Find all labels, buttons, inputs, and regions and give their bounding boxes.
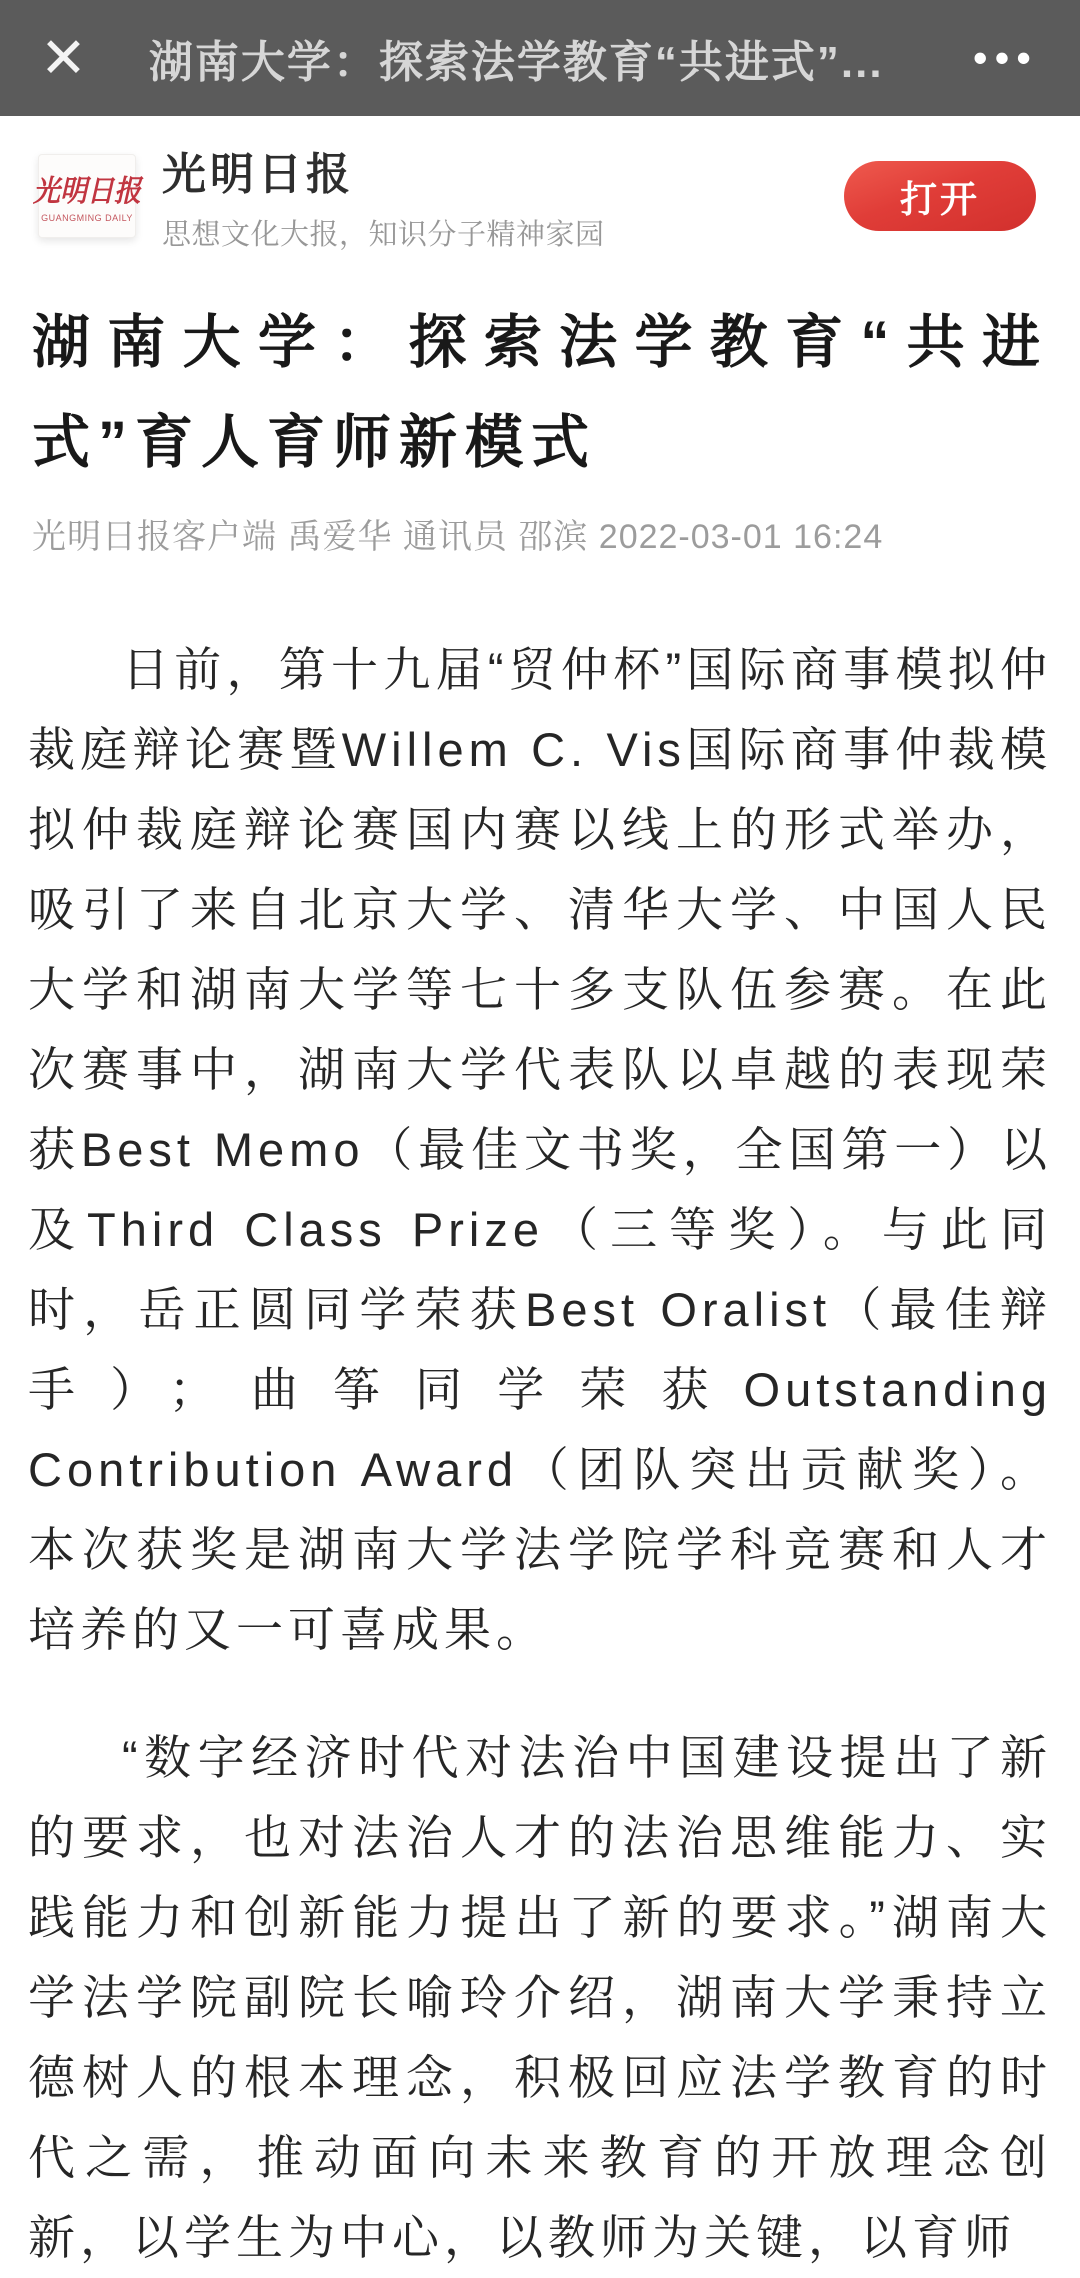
publisher-logo-calligraphy: 光明日报 <box>33 174 141 208</box>
open-app-button[interactable]: 打开 <box>844 161 1036 231</box>
more-menu-icon[interactable]: ••• <box>972 34 1038 81</box>
webview-titlebar <box>0 0 1080 116</box>
article-body <box>28 630 1052 2278</box>
publisher-logo-subtitle: GUANGMING DAILY <box>41 212 133 223</box>
publisher-name: 光明日报 <box>162 150 354 199</box>
publisher-header <box>0 116 1080 277</box>
close-icon[interactable]: ✕ <box>40 26 87 89</box>
publisher-tagline: 思想文化大报，知识分子精神家园 <box>162 219 605 251</box>
article <box>0 293 1080 2278</box>
article-title: 湖南大学：探索法学教育“共进式”育人育师新模式 <box>32 310 1048 475</box>
article-paragraph-2: “数字经济时代对法治中国建设提出了新的要求，也对法治人才的法治思维能力、实践能力和创新能力提出了新的要求。”湖南大学法学院副院长喻玲介绍，湖南大学秉持立德树人的根本理念，积极回应法学教育的时代之需，推动面向未来教育的开放理念创新，以学生为中心，以教师为关键，以育师 <box>28 1731 1052 2264</box>
publisher-logo <box>33 154 141 238</box>
webview-page-title: 湖南大学：探索法学教育“共进式”... <box>148 38 884 87</box>
article-paragraph-1: 日前，第十九届“贸仲杯”国际商事模拟仲裁庭辩论赛暨Willem C. Vis国际商事仲裁模拟仲裁庭辩论赛国内赛以线上的形式举办，吸引了来自北京大学、清华大学、中国人民大学和湖南大学等七十多支队伍参赛。在此次赛事中，湖南大学代表队以卓越的表现荣获Best Memo（最佳文书奖，全国第一）以及Third Class Prize（三等奖）。与此同时，岳正圆同学荣获Best Oralist（最佳辩手）；曲筝同学荣获Outstanding Contribution Award（团队突出贡献奖）。本次获奖是湖南大学法学院学科竞赛和人才培养的又一可喜成果。 <box>28 643 1052 1656</box>
article-byline: 光明日报客户端 禹爱华 通讯员 邵滨 2022-03-01 16:24 <box>32 518 884 556</box>
publisher-info <box>162 138 844 253</box>
